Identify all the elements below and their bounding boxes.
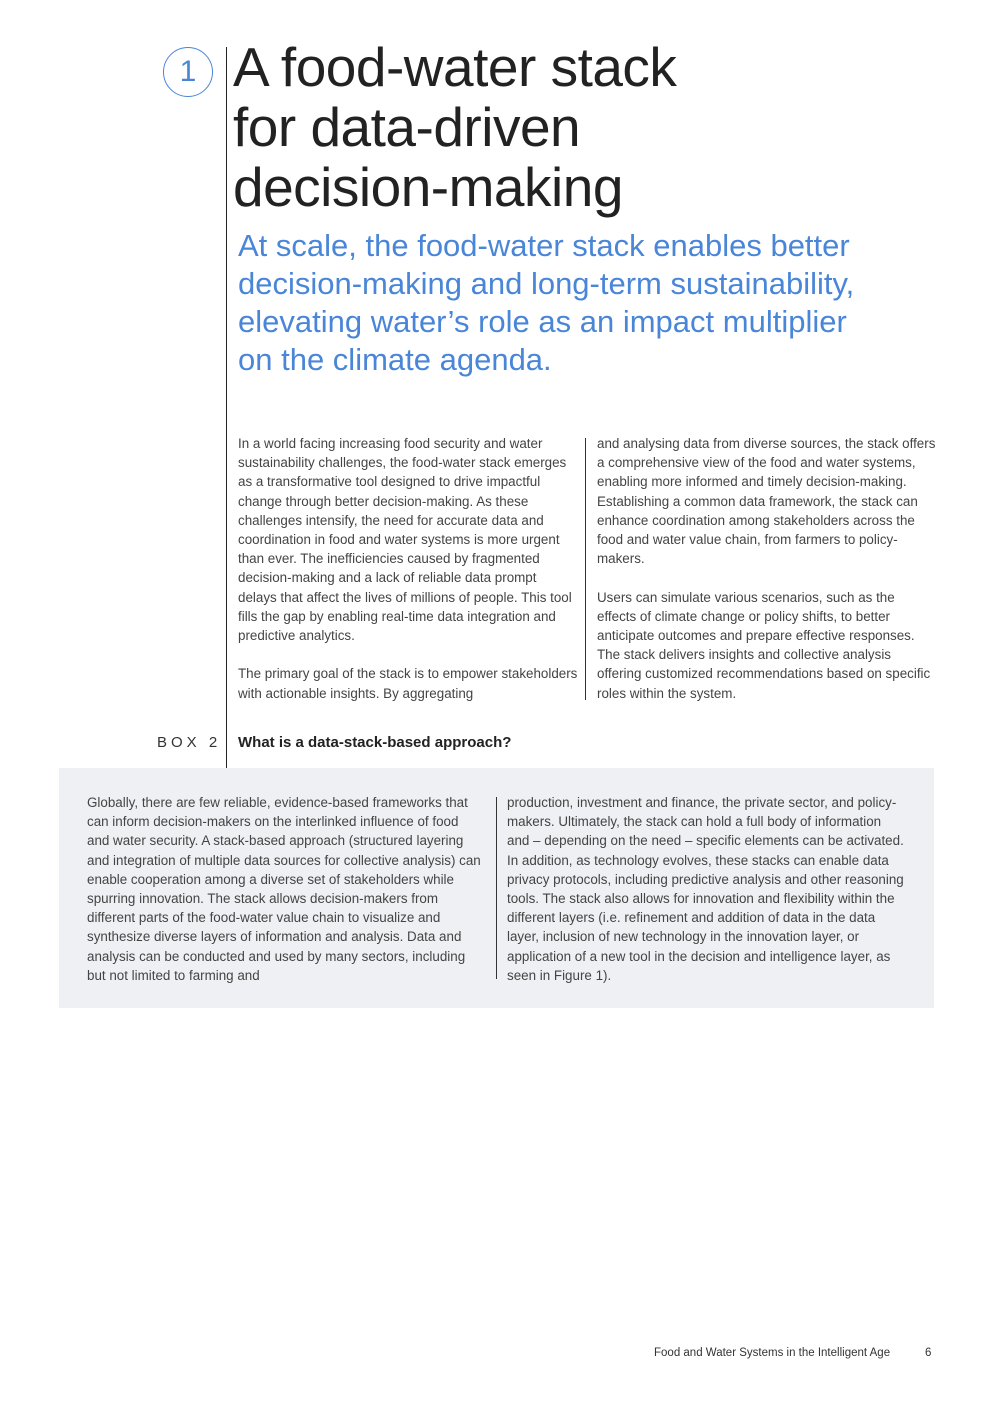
column-divider <box>585 438 586 700</box>
body-column-left <box>238 434 578 703</box>
lede: At scale, the food-water stack enables better decision-making and long-term sustainability, elevating water’s role as an impact multiplier on the climate agenda. <box>238 228 855 377</box>
paragraph: production, investment and finance, the private sector, and policy-makers. Ultimately, the stack can hold a full body of information and – depending on the need – specific elements can be activated. In addition, as technology evolves, these stacks can enable data privacy protocols, including predictive analysis and other reasoning tools. The stack also allows for innovation and flexibility within the different layers (i.e. refinement and addition of data in the data layer, inclusion of new technology in the innovation layer, or application of a new tool in the decision and intelligence layer, as seen in Figure 1). <box>507 795 904 983</box>
title-line: for data-driven <box>233 96 581 158</box>
box-title: What is a data-stack-based approach? <box>238 734 512 751</box>
page-number: 6 <box>925 1347 932 1359</box>
box-column-right <box>507 793 907 985</box>
section-rule <box>226 47 227 768</box>
page-title <box>233 37 853 217</box>
title-line: decision-making <box>233 156 623 218</box>
chapter-number-badge: 1 <box>163 47 213 97</box>
box-column-divider <box>496 797 497 979</box>
box-column-left <box>87 793 482 985</box>
paragraph: The primary goal of the stack is to empower stakeholders with actionable insights. By aggregating <box>238 666 578 701</box>
footer-publication-title: Food and Water Systems in the Intelligent Age <box>654 1347 891 1359</box>
paragraph: In a world facing increasing food security and water sustainability challenges, the food-water stack emerges as a transformative tool designed to drive impactful change through better decision-making. As these challenges intensify, the need for accurate data and coordination in food and water systems is more urgent than ever. The inefficiencies caused by fragmented decision-making and a lack of reliable data prompt delays that affect the lives of millions of people. This tool fills the gap by enabling real-time data integration and predictive analytics. <box>238 436 572 644</box>
body-column-right <box>597 434 937 703</box>
paragraph: and analysing data from diverse sources, the stack offers a comprehensive view of the food and water systems, enabling more informed and timely decision-making. Establishing a common data framework, the stack can enhance coordination among stakeholders across the food and water value chain, from farmers to policy-makers. <box>597 436 936 567</box>
box-label: BOX 2 <box>157 734 222 751</box>
paragraph: Globally, there are few reliable, evidence-based frameworks that can inform decision-makers on the interlinked influence of food and water security. A stack-based approach (structured layering and integration of multiple data sources for collective analysis) can enable cooperation among a diverse set of stakeholders while spurring innovation. The stack allows decision-makers from different parts of the food-water value chain to visualize and synthesize diverse layers of information and analysis. Data and analysis can be conducted and used by many sectors, including but not limited to farming and <box>87 795 481 983</box>
title-line: A food-water stack <box>233 36 677 98</box>
paragraph: Users can simulate various scenarios, such as the effects of climate change or policy shifts, to better anticipate outcomes and prepare effective responses. The stack delivers insights and collective analysis offering customized recommendations based on specific roles within the system. <box>597 589 931 701</box>
